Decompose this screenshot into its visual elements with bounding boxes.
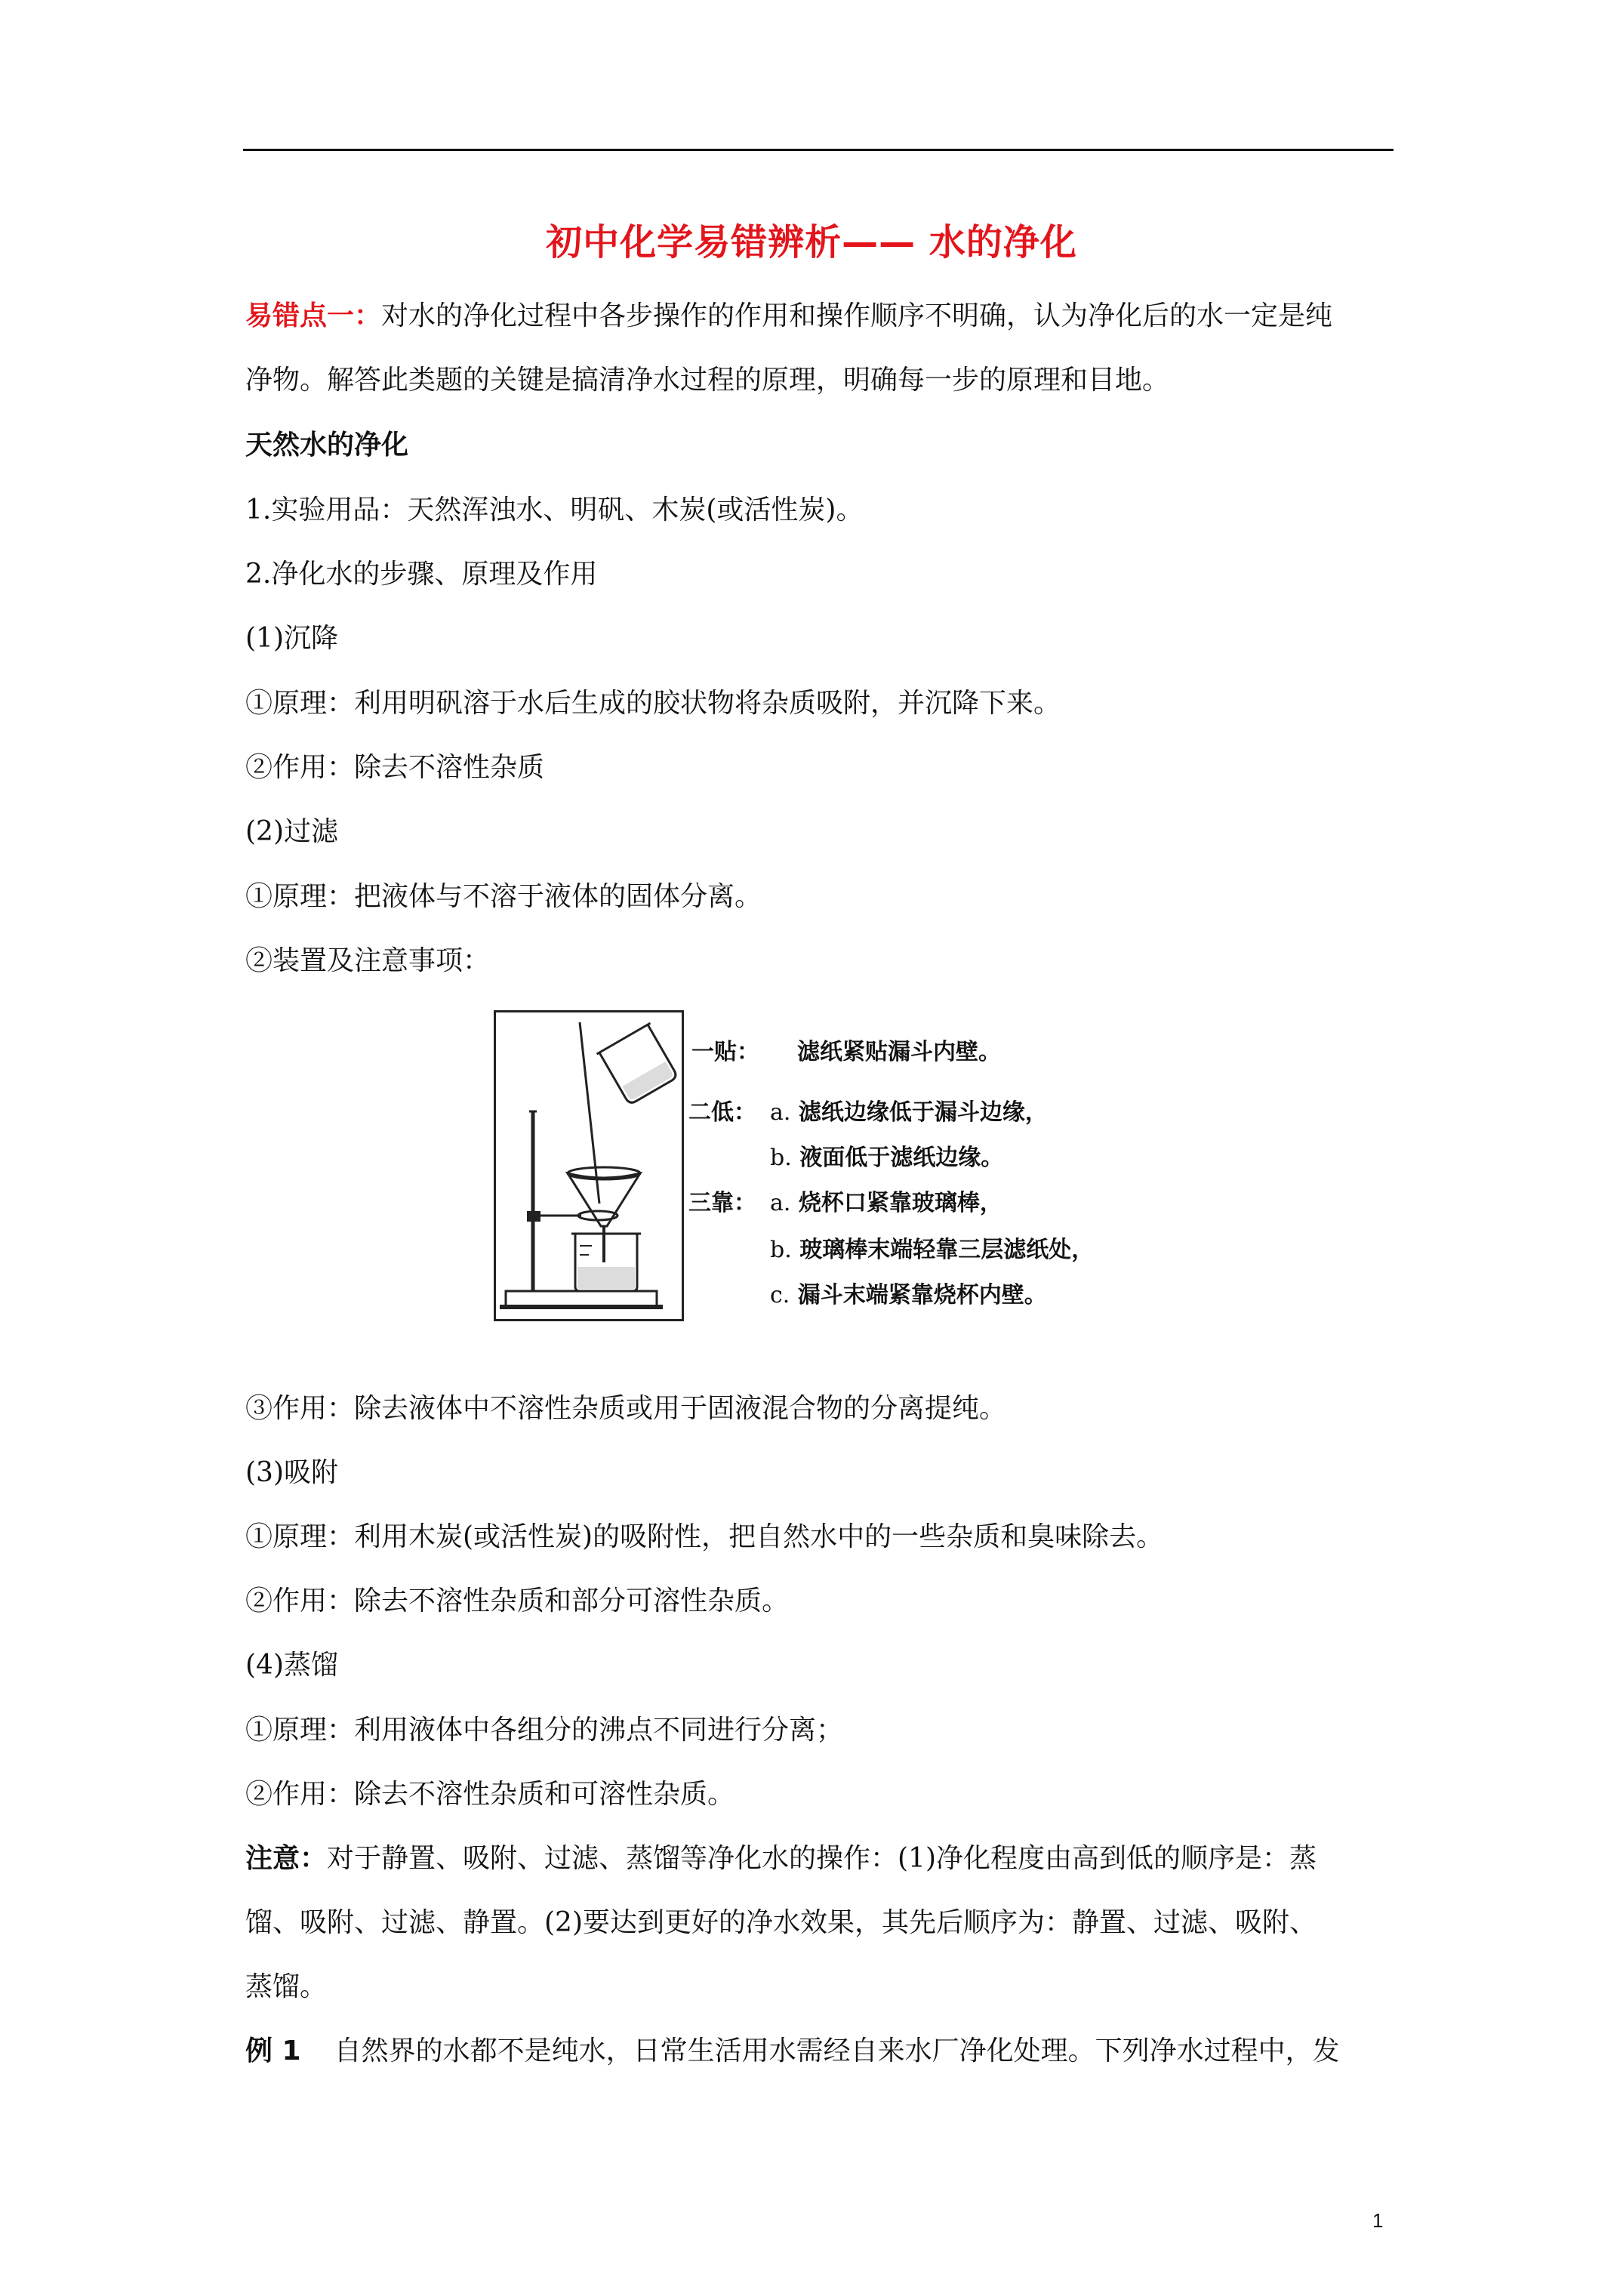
rule-two-a-text: 滤纸边缘低于漏斗边缘， xyxy=(798,1099,1048,1126)
example-line xyxy=(245,2035,1340,2068)
step1-heading: (1)沉降 xyxy=(245,623,338,654)
step2-effect: ③作用：除去液体中不溶性杂质或用于固液混合物的分离提纯。 xyxy=(245,1393,1007,1424)
step2-principle: ①原理：把液体与不溶于液体的固体分离。 xyxy=(245,881,762,912)
step2-heading: (2)过滤 xyxy=(245,816,338,847)
step4-principle: ①原理：利用液体中各组分的沸点不同进行分离； xyxy=(245,1715,844,1746)
point1-text2: 净物。解答此类题的关键是搞清净水过程的原理，明确每一步的原理和目地。 xyxy=(245,365,1170,396)
rule-two-label: 二低： xyxy=(688,1099,756,1126)
step1-principle: ①原理：利用明矾溶于水后生成的胶状物将杂质吸附，并沉降下来。 xyxy=(245,688,1061,719)
example-label: 例 1 xyxy=(245,2036,301,2066)
point1-line1 xyxy=(245,300,1332,333)
rule-two-a xyxy=(770,1093,1048,1126)
rule-three-c-text: 漏斗末端紧靠烧杯内壁。 xyxy=(797,1282,1047,1308)
step4-effect: ②作用：除去不溶性杂质和可溶性杂质。 xyxy=(245,1779,735,1810)
filtration-apparatus-illustration xyxy=(492,1006,688,1323)
rule-three-c-mark: c. xyxy=(770,1282,790,1308)
rule-two-a-mark: a. xyxy=(770,1099,791,1126)
line-materials: 1.实验用品：天然浑浊水、明矾、木炭(或活性炭)。 xyxy=(245,495,864,525)
page-number: 1 xyxy=(1372,2209,1384,2232)
note-text1: 对于静置、吸附、过滤、蒸馏等净化水的操作：(1)净化程度由高到低的顺序是：蒸 xyxy=(327,1843,1317,1874)
rule-two-b-text: 液面低于滤纸边缘。 xyxy=(799,1145,1004,1171)
step3-principle: ①原理：利用木炭(或活性炭)的吸附性，把自然水中的一些杂质和臭味除去。 xyxy=(245,1521,1164,1552)
step1-effect: ②作用：除去不溶性杂质 xyxy=(245,752,545,783)
rule-three-label: 三靠： xyxy=(688,1190,756,1216)
point1-label: 易错点一： xyxy=(245,300,382,331)
rule-one-label: 一贴： xyxy=(691,1039,759,1065)
note-text3: 蒸馏。 xyxy=(245,1971,328,2002)
step3-effect: ②作用：除去不溶性杂质和部分可溶性杂质。 xyxy=(245,1586,790,1616)
note-line1 xyxy=(245,1842,1317,1875)
rule-two-b xyxy=(770,1139,1003,1172)
filtration-figure xyxy=(492,1006,1144,1323)
header-rule xyxy=(243,149,1394,151)
step4-heading: (4)蒸馏 xyxy=(245,1650,338,1681)
step3-heading: (3)吸附 xyxy=(245,1457,338,1488)
point1-text1: 对水的净化过程中各步操作的作用和操作顺序不明确，认为净化后的水一定是纯 xyxy=(381,300,1333,331)
rule-three-a-text: 烧杯口紧靠玻璃棒， xyxy=(798,1190,1002,1216)
rule-one-text: 滤纸紧贴漏斗内壁。 xyxy=(797,1039,1001,1065)
rule-three-a xyxy=(770,1184,1002,1217)
rule-three-b-mark: b. xyxy=(770,1237,792,1263)
step2-apparatus: ②装置及注意事项： xyxy=(245,945,491,976)
example-text: 自然界的水都不是纯水，日常生活用水需经自来水厂净化处理。下列净水过程中，发 xyxy=(334,2036,1340,2066)
rule-three-a-mark: a. xyxy=(770,1190,791,1216)
rule-three-b xyxy=(770,1231,1094,1264)
note-label: 注意： xyxy=(245,1843,328,1874)
line-steps: 2.净化水的步骤、原理及作用 xyxy=(245,559,598,590)
rule-two-b-mark: b. xyxy=(770,1145,792,1171)
section-title: 天然水的净化 xyxy=(245,430,409,461)
page-title: 初中化学易错辨析—— 水的净化 xyxy=(546,221,1077,264)
rule-three-b-text: 玻璃棒末端轻靠三层滤纸处， xyxy=(799,1237,1095,1263)
rule-three-c xyxy=(770,1276,1047,1309)
note-text2: 馏、吸附、过滤、静置。(2)要达到更好的净水效果，其先后顺序为：静置、过滤、吸附、 xyxy=(245,1907,1317,1938)
